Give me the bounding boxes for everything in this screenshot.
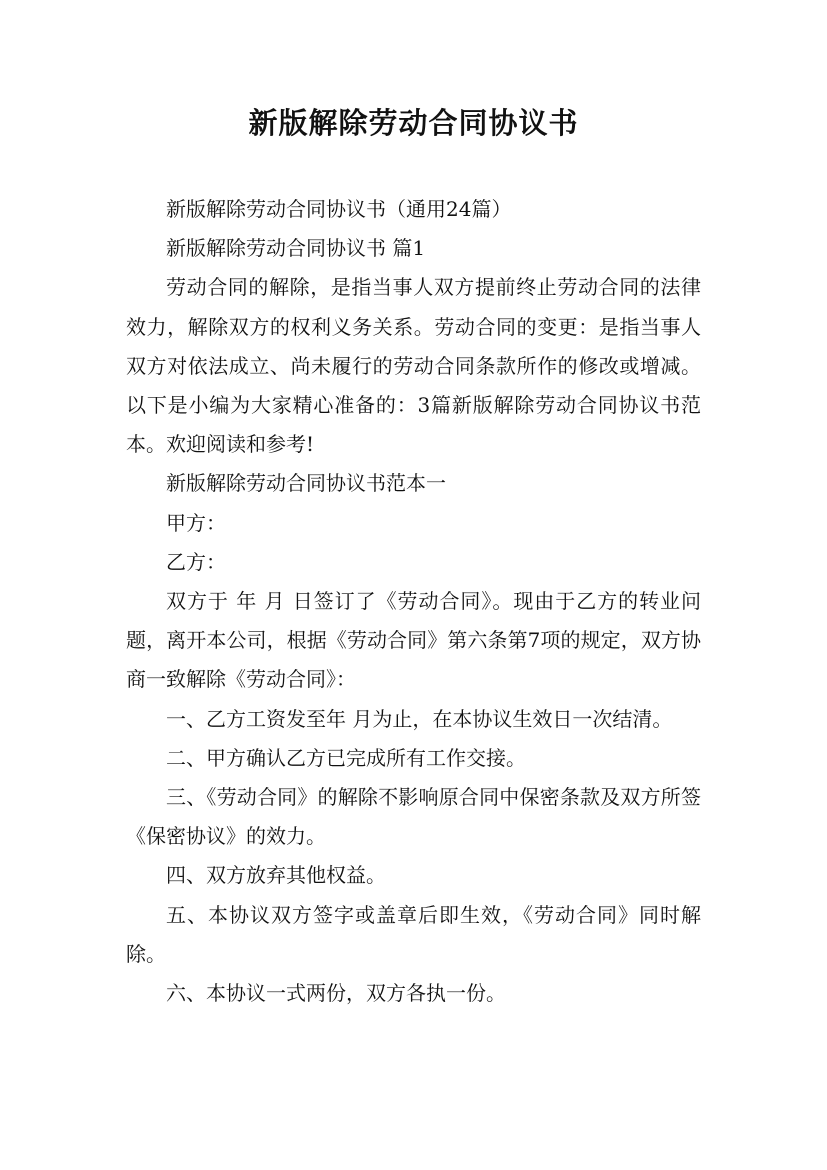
paragraph-party-b: 乙方： xyxy=(166,549,226,574)
paragraph-clause-4: 四、双方放弃其他权益。 xyxy=(166,863,386,888)
paragraph-clause-5: 五、本协议双方签字或盖章后即生效，《劳动合同》同时解除。 xyxy=(126,902,701,966)
document-title: 新版解除劳动合同协议书 xyxy=(248,106,579,140)
paragraph-clause-3: 三、《劳动合同》的解除不影响原合同中保密条款及双方所签《保密协议》的效力。 xyxy=(126,785,701,849)
paragraph-agreement-basis: 双方于 年 月 日签订了《劳动合同》。现由于乙方的转业问题，离开本公司，根据《劳动合同》第六条第7项的规定，双方协商一致解除《劳动合同》： xyxy=(126,589,701,692)
paragraph-clause-1: 一、乙方工资发至年 月为止，在本协议生效日一次结清。 xyxy=(166,706,673,731)
paragraph-clause-6: 六、本协议一式两份，双方各执一份。 xyxy=(166,981,506,1006)
paragraph-party-a: 甲方： xyxy=(166,510,226,535)
paragraph-clause-2: 二、甲方确认乙方已完成所有工作交接。 xyxy=(166,745,526,770)
paragraph-template-title: 新版解除劳动合同协议书范本一 xyxy=(166,471,446,496)
paragraph-heading-part1: 新版解除劳动合同协议书 篇1 xyxy=(166,236,426,261)
paragraph-intro: 劳动合同的解除，是指当事人双方提前终止劳动合同的法律效力，解除双方的权利义务关系。劳动合同的变更：是指当事人双方对依法成立、尚未履行的劳动合同条款所作的修改或增减。以下是小编为大家精心准备的：3篇新版解除劳动合同协议书范本。欢迎阅读和参考! xyxy=(126,275,701,457)
paragraph-heading-general: 新版解除劳动合同协议书（通用24篇） xyxy=(166,197,512,221)
document-body xyxy=(126,190,701,1013)
